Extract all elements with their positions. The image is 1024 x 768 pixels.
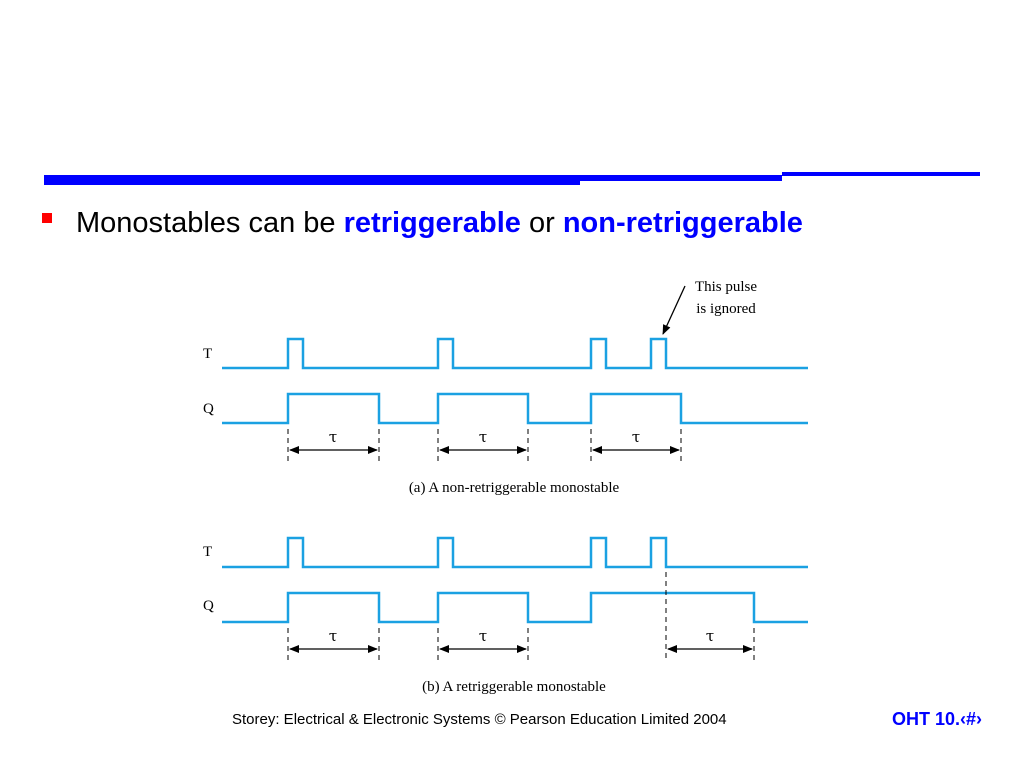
annotation-line2: is ignored [696, 301, 756, 317]
slide-number: OHT 10.‹#› [891, 709, 982, 729]
panel-a-q-label: Q [203, 401, 214, 417]
panel-b-output-waveform [222, 593, 808, 622]
panel-a-caption: (a) A non-retriggerable monostable [408, 480, 620, 496]
panel-b-tau-3: τ [705, 627, 715, 645]
panel-b-q-label: Q [203, 598, 214, 614]
panel-a-t-label: T [203, 346, 213, 362]
panel-b [203, 538, 808, 695]
panel-a-trigger-waveform [222, 339, 808, 368]
panel-b-t-label: T [203, 544, 213, 560]
panel-b-trigger-waveform [222, 538, 808, 567]
panel-a [203, 339, 808, 496]
annotation-line1: This pulse [694, 279, 758, 295]
bullet-text-middle: or [520, 207, 563, 239]
panel-b-caption: (b) A retriggerable monostable [422, 679, 606, 695]
panel-a-output-waveform [222, 394, 808, 423]
bullet-text-prefix: Monostables can be [76, 207, 344, 239]
panel-a-tau-2: τ [478, 428, 488, 446]
term-retriggerable: retriggerable [343, 207, 521, 239]
annotation-arrow [663, 286, 685, 334]
panel-a-tau-3: τ [631, 428, 641, 446]
panel-a-tau-1: τ [328, 428, 338, 446]
panel-b-tau-2: τ [478, 627, 488, 645]
panel-b-tau-1: τ [328, 627, 338, 645]
term-non-retriggerable: non-retriggerable [562, 207, 803, 239]
footer-credit: Storey: Electrical & Electronic Systems © Pearson Education Limited 2004 [232, 711, 727, 728]
